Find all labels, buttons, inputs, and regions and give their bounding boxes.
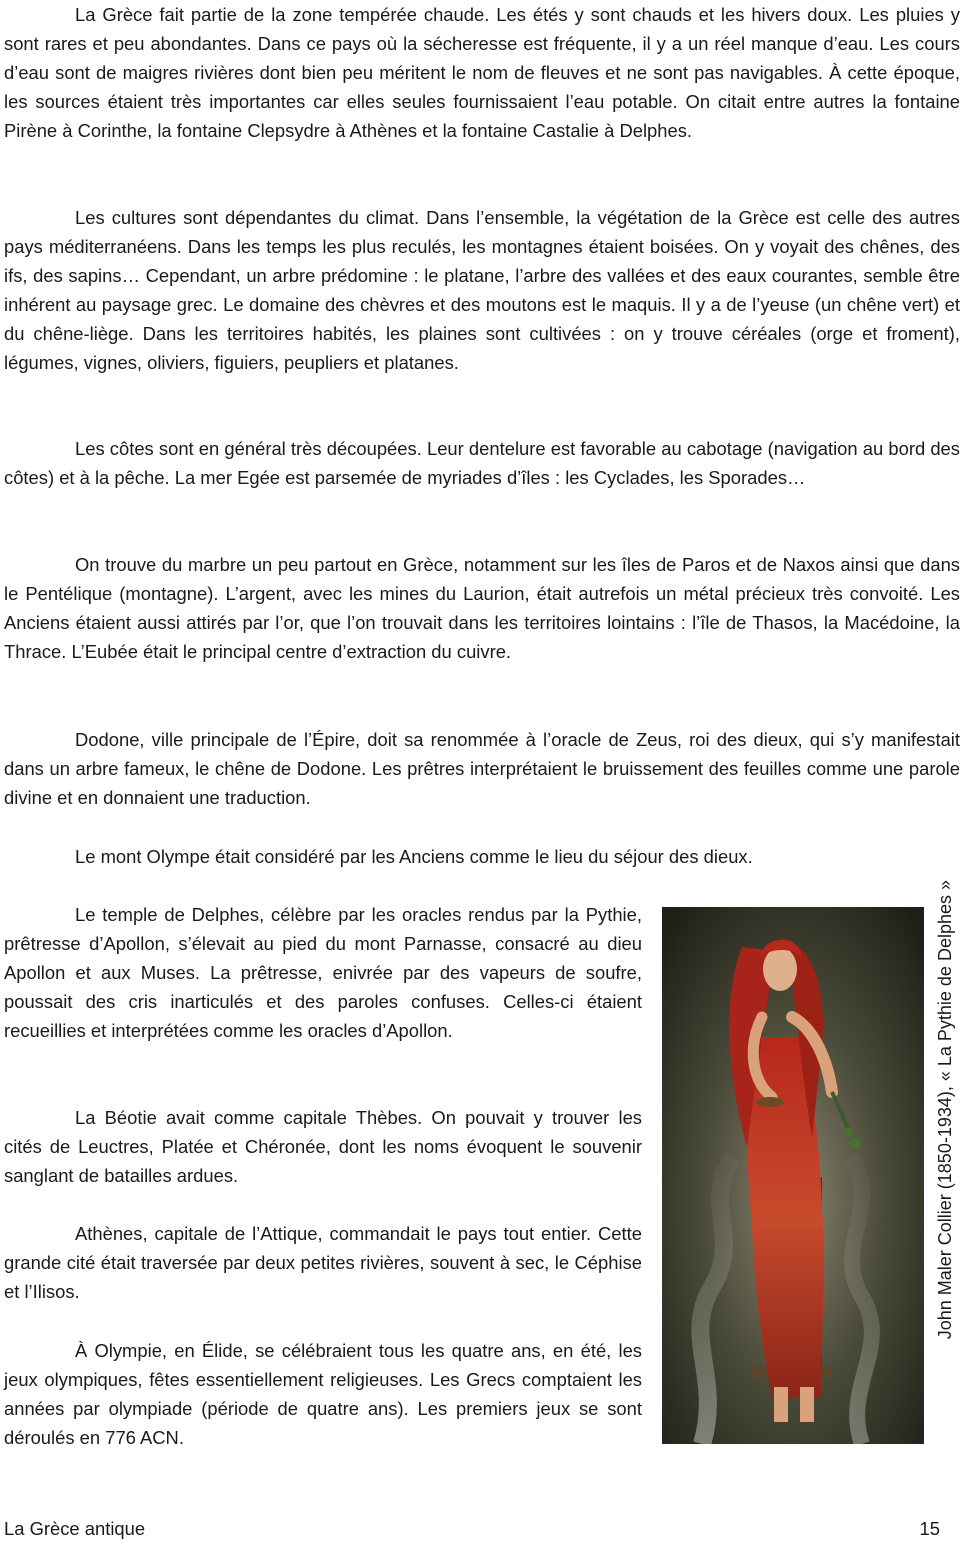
paragraph-olympus <box>4 842 960 871</box>
paragraph-boeotia <box>4 1103 642 1190</box>
paragraph-text: La Grèce fait partie de la zone tempérée chaude. Les étés y sont chauds et les hivers doux. Les pluies y sont rares et peu abondantes. Dans ce pays où la sécheresse est fréquente, il y a un réel manque d’eau. Les cours d’eau sont de maigres rivières dont bien peu méritent le nom de fleuves et ne sont pas navigables. À cette époque, les sources étaient très importantes car elles seules fournissaient l’eau potable. On citait entre autres la fontaine Pirène à Corinthe, la fontaine Clepsydre à Athènes et la fontaine Castalie à Delphes. <box>4 4 960 141</box>
footer-document-title: La Grèce antique <box>4 1518 146 1539</box>
paragraph-olympia <box>4 1336 642 1452</box>
pythia-painting-image <box>662 907 924 1444</box>
paragraph-vegetation <box>4 203 960 377</box>
footer-page-number: 15 <box>919 1518 940 1539</box>
paragraph-text: Les cultures sont dépendantes du climat. Dans l’ensemble, la végétation de la Grèce est celle des autres pays méditerranéens. Dans les temps les plus reculés, les montagnes étaient boisées. On y voyait des chênes, des ifs, des sapins… Cependant, un arbre prédomine : le platane, l’arbre des vallées et des eaux courantes, semble être inhérent au paysage grec. Le domaine des chèvres et des moutons est le maquis. Il y a de l’yeuse (un chêne vert) et du chêne-liège. Dans les territoires habités, les plaines sont cultivées : on y trouve céréales (orge et froment), légumes, vignes, oliviers, figuiers, peupliers et platanes. <box>4 207 960 373</box>
painting-caption <box>929 880 960 1440</box>
paragraph-climate <box>4 0 960 145</box>
paragraph-text: On trouve du marbre un peu partout en Grèce, notamment sur les îles de Paros et de Naxos ainsi que dans le Pentélique (montagne). L’argent, avec les mines du Laurion, était autrefois un métal précieux très convoité. Les Anciens étaient aussi attirés par l’or, que l’on trouvait dans les territoires lointains : l’île de Thasos, la Macédoine, la Thrace. L’Eubée était le principal centre d’extraction du cuivre. <box>4 554 960 662</box>
paragraph-text: La Béotie avait comme capitale Thèbes. On pouvait y trouver les cités de Leuctres, Platée et Chéronée, dont les noms évoquent le souvenir sanglant de batailles ardues. <box>4 1107 642 1186</box>
paragraph-minerals <box>4 550 960 666</box>
paragraph-text: Athènes, capitale de l’Attique, commandait le pays tout entier. Cette grande cité était traversée par deux petites rivières, souvent à sec, le Céphise et l’Ilisos. <box>4 1223 642 1302</box>
paragraph-text: Dodone, ville principale de l’Épire, doit sa renommée à l’oracle de Zeus, roi des dieux, qui s’y manifestait dans un arbre fameux, le chêne de Dodone. Les prêtres interprétaient le bruissement des feuilles comme une parole divine et en donnaient une traduction. <box>4 729 960 808</box>
paragraph-coasts <box>4 434 960 492</box>
paragraph-delphi <box>4 900 642 1045</box>
paragraph-text: Le temple de Delphes, célèbre par les oracles rendus par la Pythie, prêtresse d’Apollon, s’élevait au pied du mont Parnasse, consacré au dieu Apollon et aux Muses. La prêtresse, enivrée par des vapeurs de soufre, poussait des cris inarticulés et des paroles confuses. Celles-ci étaient recueillies et interprétées comme les oracles d’Apollon. <box>4 904 642 1041</box>
paragraph-text: Les côtes sont en général très découpées. Leur dentelure est favorable au cabotage (navigation au bord des côtes) et à la pêche. La mer Egée est parsemée de myriades d’îles : les Cyclades, les Sporades… <box>4 438 960 488</box>
paragraph-athens <box>4 1219 642 1306</box>
pythia-painting <box>662 907 924 1444</box>
paragraph-text: Le mont Olympe était considéré par les Anciens comme le lieu du séjour des dieux. <box>75 846 753 867</box>
paragraph-dodone <box>4 725 960 812</box>
paragraph-text: À Olympie, en Élide, se célébraient tous les quatre ans, en été, les jeux olympiques, fêtes essentiellement religieuses. Les Grecs comptaient les années par olympiade (période de quatre ans). Les premiers jeux se sont déroulés en 776 ACN. <box>4 1340 642 1448</box>
painting-caption-text: John Maler Collier (1850-1934), « La Pythie de Delphes » <box>935 880 955 1340</box>
